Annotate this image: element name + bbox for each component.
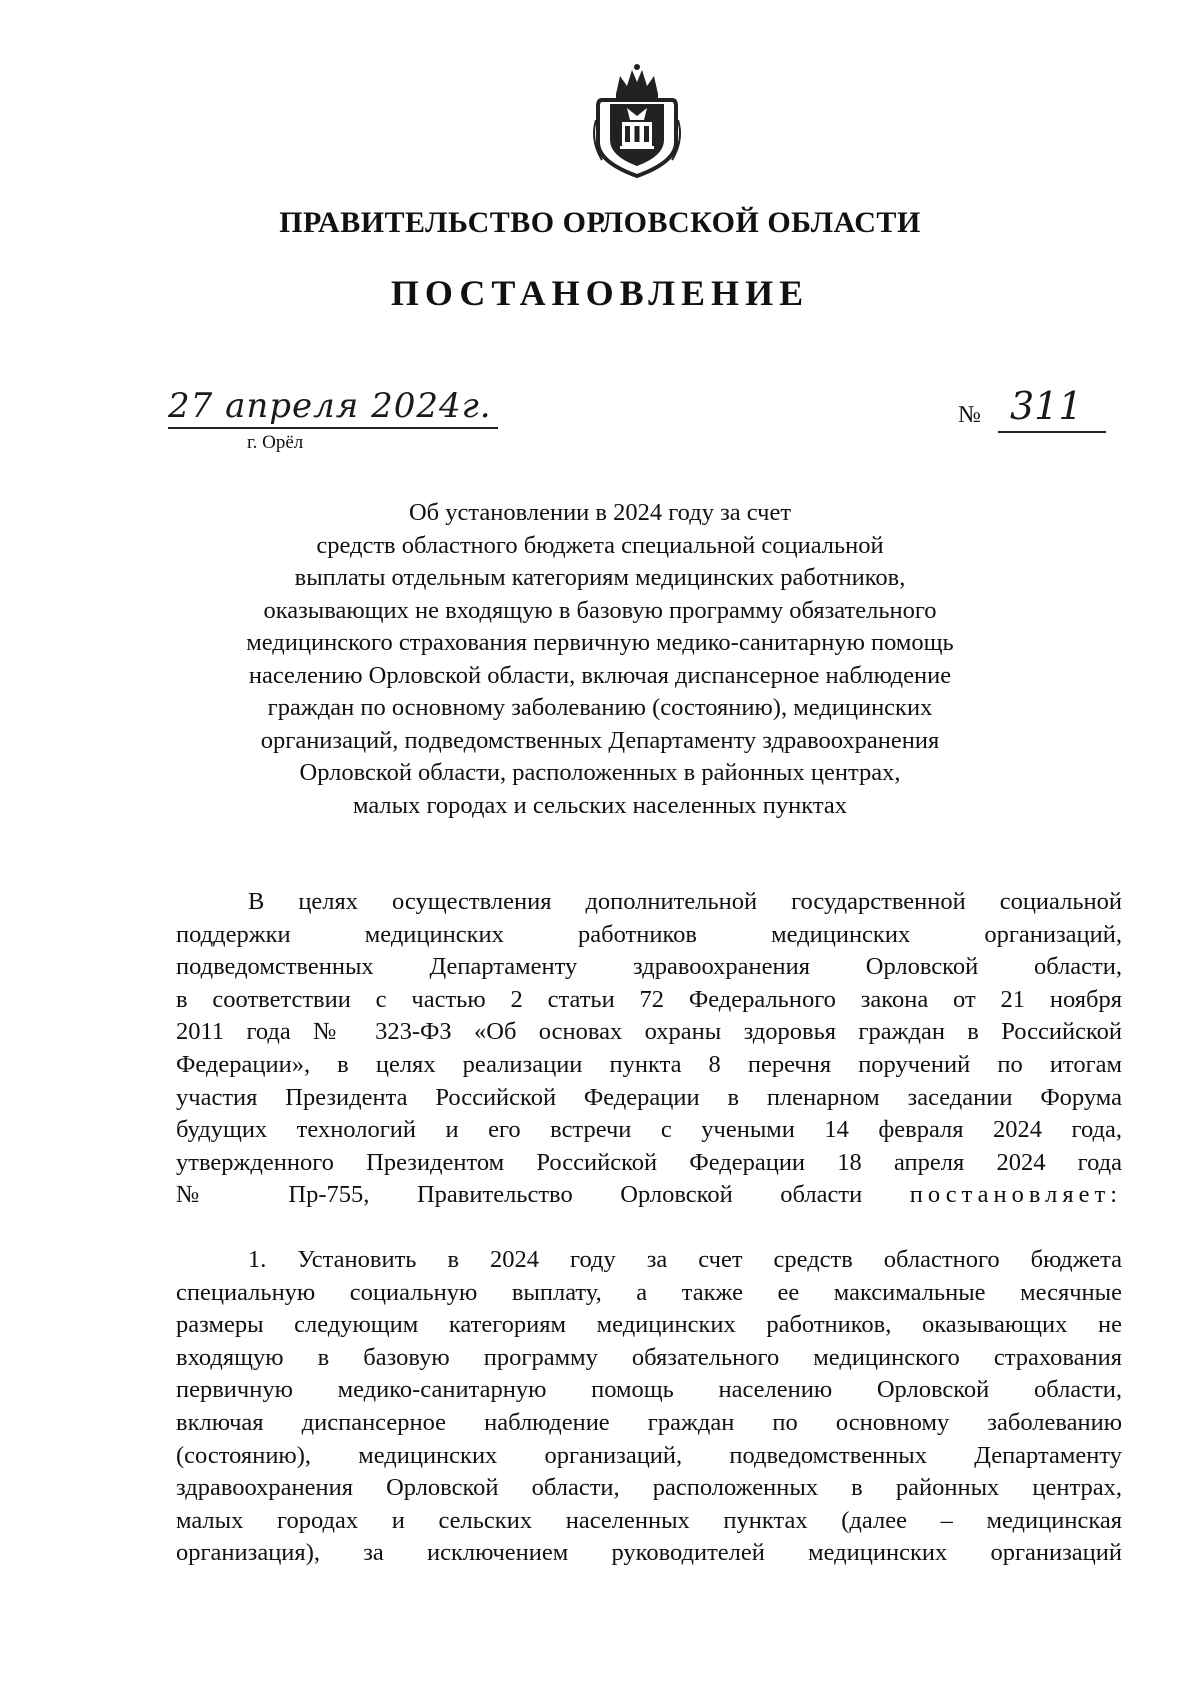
paragraph-line: 2011 года № 323-ФЗ «Об основах охраны здоровья граждан в Российской bbox=[176, 1018, 1122, 1046]
subject-line: граждан по основному заболеванию (состоянию), медицинских bbox=[267, 694, 933, 721]
number-underline bbox=[998, 431, 1106, 433]
paragraph-line: здравоохранения Орловской области, расположенных в районных центрах, bbox=[176, 1474, 1122, 1502]
paragraph-last-line bbox=[176, 1179, 1122, 1212]
paragraph-line: включая диспансерное наблюдение граждан по основному заболеванию bbox=[176, 1408, 1122, 1436]
coat-of-arms-icon bbox=[592, 60, 682, 180]
subject-line: оказывающих не входящую в базовую программу обязательного bbox=[263, 596, 937, 624]
paragraph-line: будущих технологий и его встречи с учеными 14 февраля 2024 года, bbox=[176, 1116, 1122, 1144]
subject-line: средств областного бюджета специальной социальной bbox=[316, 531, 884, 559]
paragraph-line: первичную медико-санитарную помощь населению Орловской области, bbox=[176, 1376, 1122, 1404]
preamble-paragraph bbox=[176, 886, 1122, 1212]
paragraph-line: входящую в базовую программу обязательного медицинского страхования bbox=[176, 1343, 1122, 1371]
paragraph-line: специальную социальную выплату, а также ее максимальные месячные bbox=[176, 1278, 1122, 1306]
city-label: г. Орёл bbox=[247, 432, 304, 453]
paragraph-line: поддержки медицинских работников медицинских организаций, bbox=[176, 920, 1122, 948]
handwritten-number: 311 bbox=[1010, 384, 1083, 428]
subject-line: населению Орловской области, включая диспансерное наблюдение bbox=[248, 661, 952, 689]
document-number-field bbox=[958, 384, 1108, 434]
subject-line: организаций, подведомственных Департаменту здравоохранения bbox=[260, 726, 940, 754]
paragraph-line: утвержденного Президентом Российской Федерации 18 апреля 2024 года bbox=[176, 1148, 1122, 1176]
item-1-paragraph bbox=[176, 1244, 1122, 1570]
paragraph-line: В целях осуществления дополнительной государственной социальной bbox=[248, 888, 1122, 915]
date-underline bbox=[168, 427, 498, 429]
number-sign: № bbox=[958, 402, 981, 428]
paragraph-line: 1. Установить в 2024 году за счет средств областного бюджета bbox=[248, 1246, 1122, 1273]
paragraph-line: в соответствии с частью 2 статьи 72 Федерального закона от 21 ноября bbox=[176, 985, 1122, 1013]
document-subject bbox=[180, 497, 1020, 822]
government-title: ПРАВИТЕЛЬСТВО ОРЛОВСКОЙ ОБЛАСТИ bbox=[279, 206, 921, 239]
document-type-title: ПОСТАНОВЛЕНИЕ bbox=[390, 273, 810, 313]
subject-line: выплаты отдельным категориям медицинских работников, bbox=[294, 564, 906, 591]
paragraph-line: Федерации», в целях реализации пункта 8 перечня поручений по итогам bbox=[176, 1050, 1122, 1078]
paragraph-line: подведомственных Департаменту здравоохранения Орловской области, bbox=[176, 953, 1122, 981]
paragraph-line: участия Президента Российской Федерации в пленарном заседании Форума bbox=[176, 1083, 1122, 1111]
date-field bbox=[168, 386, 498, 430]
subject-line: Орловской области, расположенных в районных центрах, bbox=[299, 759, 901, 786]
paragraph-line: организация), за исключением руководителей медицинских организаций bbox=[176, 1539, 1122, 1567]
subject-line: медицинского страхования первичную медико-санитарную помощь bbox=[246, 629, 954, 656]
decree-keyword: постановляет: bbox=[909, 1181, 1122, 1209]
paragraph-line: малых городах и сельских населенных пунктах (далее – медицинская bbox=[176, 1506, 1122, 1534]
handwritten-date: 27 апреля 2024г. bbox=[168, 386, 492, 426]
subject-line: малых городах и сельских населенных пунктах bbox=[352, 791, 847, 819]
subject-line: Об установлении в 2024 году за счет bbox=[408, 499, 792, 526]
paragraph-line: (состоянию), медицинских организаций, подведомственных Департаменту bbox=[176, 1441, 1122, 1469]
last-line-text: № Пр-755, Правительство Орловской области bbox=[176, 1181, 910, 1209]
paragraph-line: размеры следующим категориям медицинских работников, оказывающих не bbox=[176, 1311, 1122, 1339]
